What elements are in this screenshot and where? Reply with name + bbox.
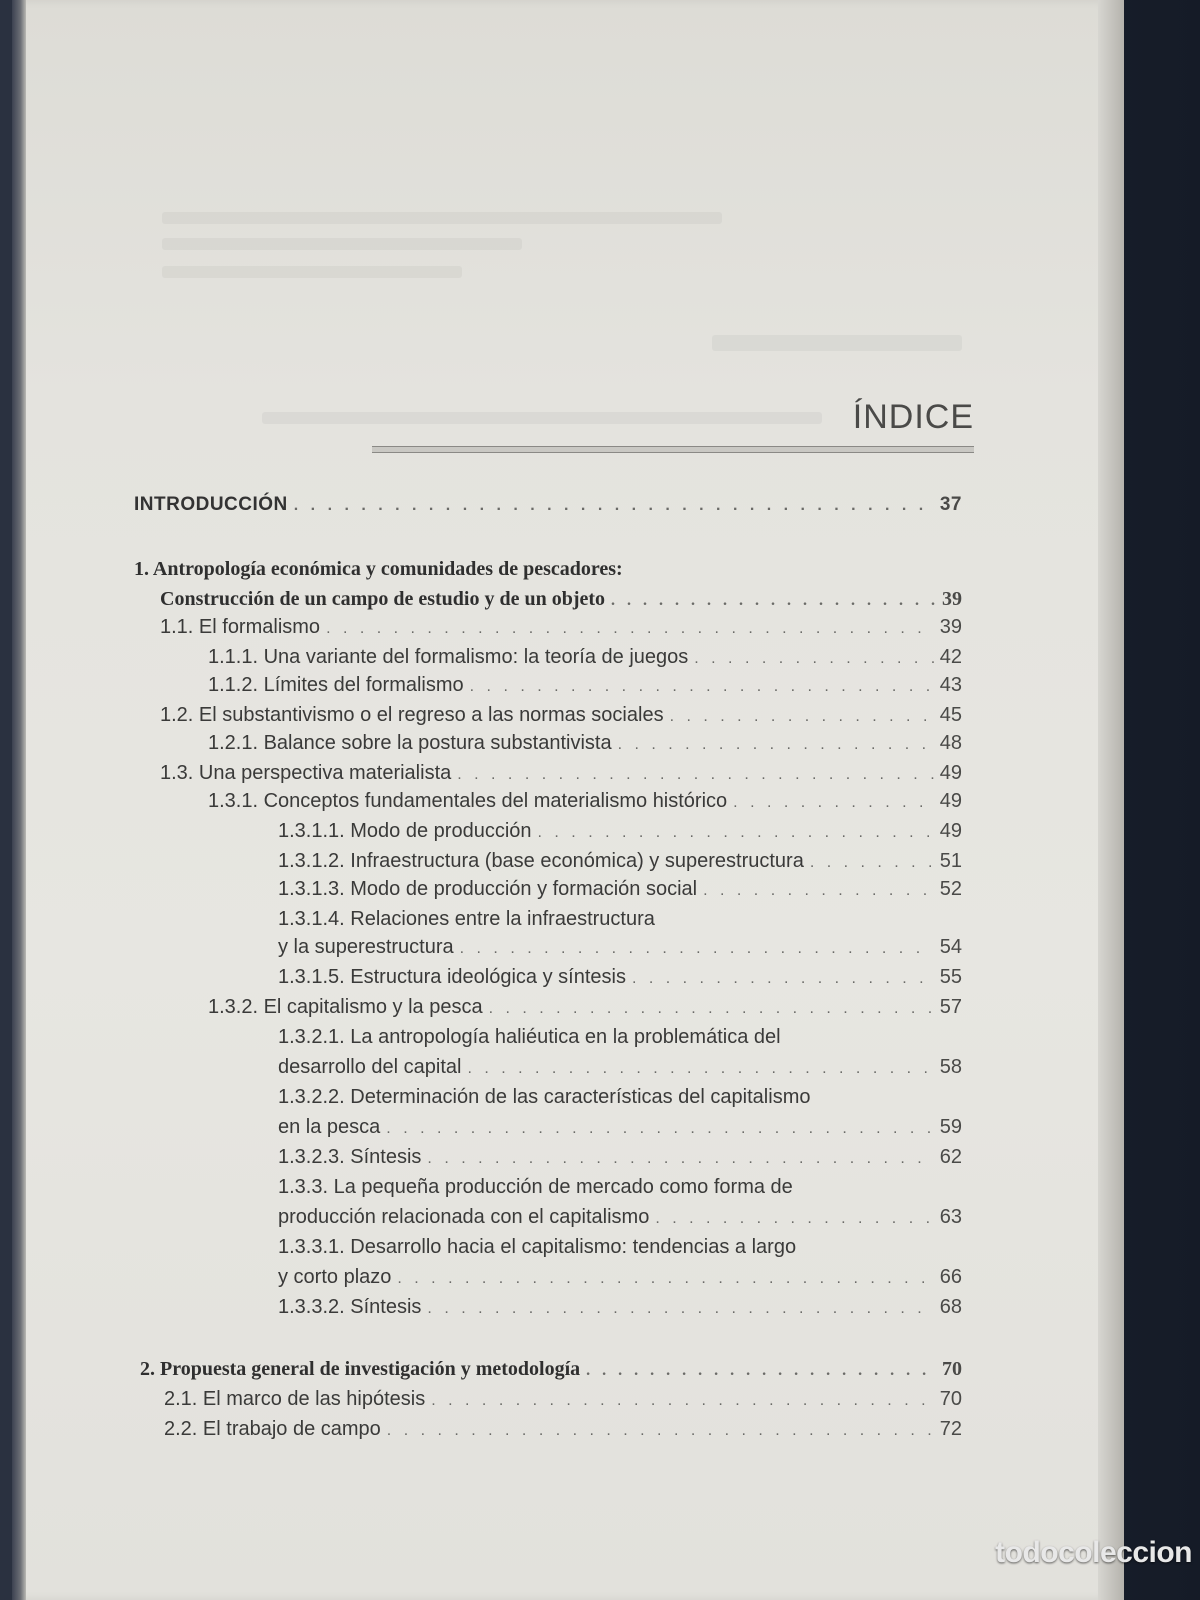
toc-entry-label: 1.3. Una perspectiva materialista [160,762,452,784]
toc-entry-label: 1.3.3.1. Desarrollo hacia el capitalismo: tendencias a largo [278,1236,797,1258]
toc-entry-page: 59 [939,1116,962,1138]
toc-entry [278,878,962,908]
toc-entry-label: 1.3.1. Conceptos fundamentales del materialismo histórico [208,790,728,812]
leader-dots [586,1362,936,1380]
toc-entry-label: 1.3.3. La pequeña producción de mercado como forma de [278,1176,793,1198]
toc-entry-label: 1. Antropología económica y comunidades de pescadores: [134,558,623,580]
toc-entry-label: Construcción de un campo de estudio y de un objeto [160,588,606,610]
toc-entry-label: 1.1. El formalismo [160,616,321,638]
toc-entry-page: 39 [942,588,962,610]
leader-dots [694,650,933,668]
leader-dots [397,1270,933,1288]
toc-entry [278,1236,796,1266]
leader-dots [733,794,934,812]
toc-entry-page: 39 [939,616,962,638]
toc-entry-label: INTRODUCCIÓN [134,494,288,515]
toc-entry [278,1116,962,1146]
toc-entry-page: 42 [939,646,962,668]
toc-entry-page: 57 [939,996,962,1018]
toc-entry [278,966,962,996]
leader-dots [467,1060,933,1078]
toc-entry [134,558,623,588]
leader-dots [387,1422,934,1440]
toc-entry [278,1176,793,1206]
leader-dots [618,736,934,754]
toc-entry [278,1266,962,1296]
toc-entry [278,1296,962,1326]
toc-entry-label: 1.3.1.1. Modo de producción [278,820,532,842]
toc-entry-label: 1.1.1. Una variante del formalismo: la teoría de juegos [208,646,689,668]
toc-entry-page: 63 [939,1206,962,1228]
leader-dots [670,708,934,726]
toc-entry-page: 43 [939,674,962,696]
toc-entry-page: 72 [939,1418,962,1440]
toc-entry-label: 1.3.2.2. Determinación de las características del capitalismo [278,1086,811,1108]
toc-entry [278,850,962,880]
toc-entry-page: 52 [939,878,962,900]
toc-entry [278,936,962,966]
leader-dots [457,766,934,784]
toc-entry-page: 68 [939,1296,962,1318]
leader-dots [326,620,934,638]
toc-entry-label: y la superestructura [278,936,454,958]
leader-dots [427,1300,933,1318]
toc-entry [278,1206,962,1236]
toc-entry-label: 1.1.2. Límites del formalismo [208,674,464,696]
toc-entry [160,762,962,792]
toc-entry-label: 1.3.1.2. Infraestructura (base económica) y superestructura [278,850,804,872]
toc-entry [160,588,962,618]
leader-dots [386,1120,933,1138]
toc-entry-label: 2. Propuesta general de investigación y metodología [140,1358,581,1380]
toc-entry-label: 1.2.1. Balance sobre la postura substantivista [208,732,612,754]
toc-entry [278,1056,962,1086]
toc-entry [278,908,655,938]
toc-entry-page: 66 [939,1266,962,1288]
toc-entry-label: 1.2. El substantivismo o el regreso a las normas sociales [160,704,664,726]
toc-entry-page: 70 [939,1388,962,1410]
watermark: todocoleccion [995,1536,1192,1569]
leader-dots [655,1210,933,1228]
toc-entry-page: 37 [939,494,962,515]
toc-entry-label: desarrollo del capital [278,1056,462,1078]
toc-entry-label: 1.3.2.1. La antropología haliéutica en la problemática del [278,1026,781,1048]
leader-dots [470,678,934,696]
toc-entry [278,1146,962,1176]
toc-entry [160,616,962,646]
toc-entry [208,674,962,704]
toc-entry [278,1026,781,1056]
leader-dots [810,854,934,872]
toc-entry-page: 70 [942,1358,962,1380]
leader-dots [538,824,934,842]
leader-dots [703,882,934,900]
toc-entry [208,790,962,820]
toc-entry-page: 54 [939,936,962,958]
toc-entry-label: 2.1. El marco de las hipótesis [164,1388,426,1410]
leader-dots [632,970,934,988]
leader-dots [431,1392,934,1410]
toc-entry [160,704,962,734]
toc-entry [278,820,962,850]
toc-entry-page: 49 [939,790,962,812]
toc-entry-label: y corto plazo [278,1266,392,1288]
toc-entry-page: 58 [939,1056,962,1078]
toc-entry-label: 1.3.1.4. Relaciones entre la infraestructura [278,908,655,930]
toc-entry-page: 45 [939,704,962,726]
toc-entry [208,996,962,1026]
book-page [12,0,1112,1600]
toc-entry [208,646,962,676]
toc-entry [164,1418,962,1448]
toc-entry [134,494,962,524]
toc-entry [278,1086,810,1116]
toc-entry-label: 1.3.2.3. Síntesis [278,1146,422,1168]
toc-entry-page: 49 [939,762,962,784]
leader-dots [427,1150,933,1168]
toc-entry-page: 51 [939,850,962,872]
toc-entry-label: producción relacionada con el capitalismo [278,1206,650,1228]
toc-entry-label: 1.3.1.3. Modo de producción y formación social [278,878,698,900]
toc-entry [208,732,962,762]
toc-entry-label: en la pesca [278,1116,381,1138]
toc-entry-label: 1.3.2. El capitalismo y la pesca [208,996,483,1018]
toc-entry-label: 2.2. El trabajo de campo [164,1418,381,1440]
toc-entry-label: 1.3.1.5. Estructura ideológica y síntesis [278,966,626,988]
toc-entry [140,1358,962,1388]
page-title: ÍNDICE [852,398,974,436]
table-of-contents [12,0,1112,1600]
leader-dots [460,940,934,958]
toc-entry-label: 1.3.3.2. Síntesis [278,1296,422,1318]
toc-entry-page: 55 [939,966,962,988]
leader-dots [294,497,934,515]
toc-entry-page: 48 [939,732,962,754]
toc-entry-page: 62 [939,1146,962,1168]
leader-dots [489,1000,934,1018]
toc-entry-page: 49 [939,820,962,842]
toc-entry [164,1388,962,1418]
leader-dots [611,592,936,610]
